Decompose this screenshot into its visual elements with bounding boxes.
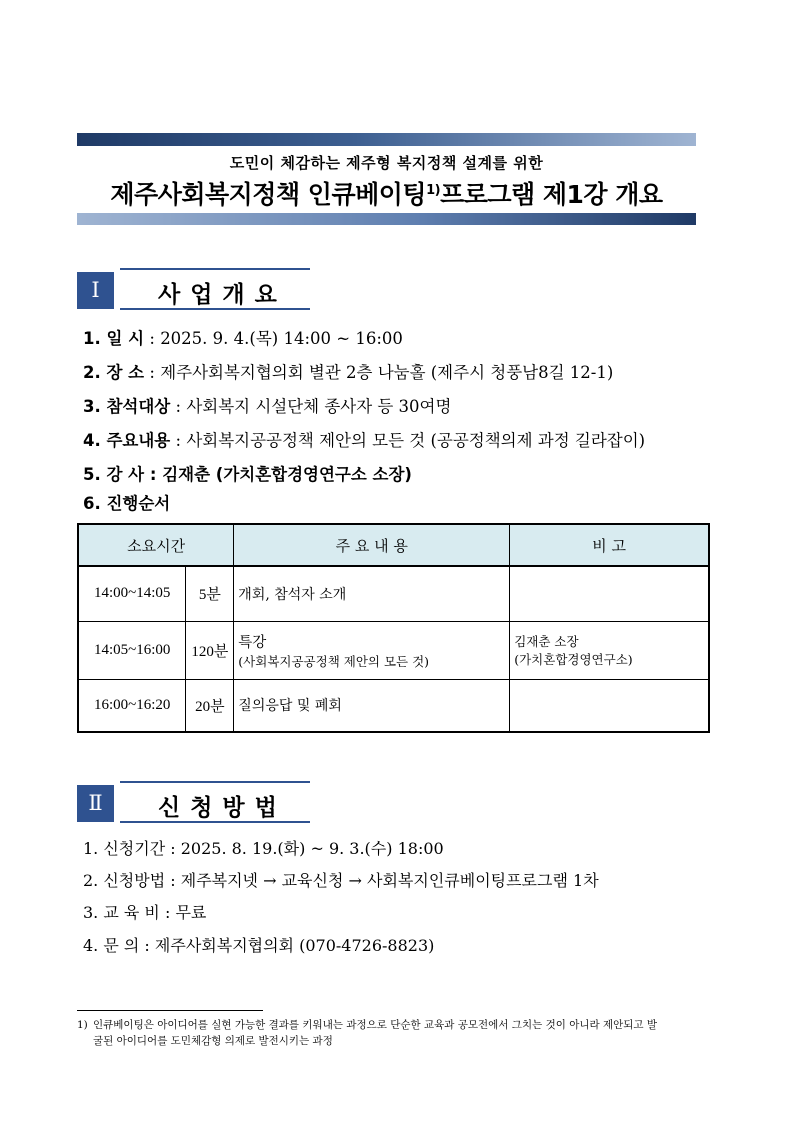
row-note (510, 566, 709, 621)
row-note (510, 621, 709, 679)
footnote-line-2: 굴된 아이디어를 도민체감형 의제로 발전시키는 과정 (93, 1035, 333, 1047)
header-bar-top (77, 133, 696, 146)
header-note: 비 고 (510, 524, 709, 566)
title-main: 제주사회복지정책 인큐베이팅 (110, 180, 427, 209)
row-content (234, 621, 510, 679)
row-duration: 5분 (186, 566, 234, 621)
row-content-main: 특강 (238, 634, 267, 651)
row-duration: 20분 (186, 679, 234, 732)
section-2-title: 신청방법 (158, 795, 287, 821)
row-note-main: 김재춘 소장 (514, 634, 579, 649)
row-time: 16:00~16:20 (78, 679, 186, 732)
apply-item-method: 2. 신청방법 : 제주복지넷 → 교육신청 → 사회복지인큐베이팅프로그램 1차 (83, 871, 599, 890)
row-note-sub: (가치혼합경영연구소) (514, 652, 633, 667)
section-1-title: 사업개요 (158, 282, 287, 308)
apply-item-fee: 3. 교 육 비 : 무료 (83, 903, 207, 922)
overview-item-audience: 3. 참석대상 : 사회복지 시설단체 종사자 등 30여명 (83, 397, 452, 416)
row-time: 14:05~16:00 (78, 621, 186, 679)
footnote-divider (77, 1010, 263, 1011)
schedule-table (77, 523, 710, 733)
footnote (77, 1017, 717, 1049)
section-1-number: Ⅰ (77, 272, 114, 309)
footnote-mark: 1) (77, 1019, 88, 1031)
header-duration: 소요시간 (78, 524, 234, 566)
table-row (78, 621, 709, 679)
section-2-rule-bottom (120, 821, 310, 823)
overview-item-order: 6. 진행순서 (83, 494, 171, 513)
footnote-ref[interactable]: 1) (426, 183, 441, 198)
section-1-rule-bottom (120, 308, 310, 310)
header-bar-bottom (77, 213, 696, 225)
apply-item-period: 1. 신청기간 : 2025. 8. 19.(화) ~ 9. 3.(수) 18:00 (83, 839, 444, 858)
table-header-row (78, 524, 709, 566)
document-subtitle: 도민이 체감하는 제주형 복지정책 설계를 위한 (229, 154, 544, 172)
footnote-line-1: 인큐베이팅은 아이디어를 실현 가능한 결과를 키워내는 과정으로 단순한 교육과 공모전에서 그치는 것이 아니라 제안되고 발 (93, 1019, 658, 1031)
section-2-rule-top (120, 781, 310, 783)
section-1-rule-top (120, 268, 310, 270)
header-content: 주 요 내 용 (234, 524, 510, 566)
table-row (78, 679, 709, 732)
document-title (77, 175, 696, 211)
overview-item-lecturer: 5. 강 사 : 김재춘 (가치혼합경영연구소 소장) (83, 465, 412, 484)
apply-item-contact: 4. 문 의 : 제주사회복지협의회 (070-4726-8823) (83, 936, 435, 955)
row-content: 개회, 참석자 소개 (234, 566, 510, 621)
table-row (78, 566, 709, 621)
title-tail: 프로그램 제1강 개요 (440, 180, 663, 209)
row-note (510, 679, 709, 732)
row-duration: 120분 (186, 621, 234, 679)
section-2-number: Ⅱ (77, 785, 114, 822)
overview-item-date: 1. 일 시 : 2025. 9. 4.(목) 14:00 ~ 16:00 (83, 329, 403, 348)
row-content-sub: (사회복지공공정책 제안의 모든 것) (238, 653, 430, 669)
row-content: 질의응답 및 폐회 (234, 679, 510, 732)
row-time: 14:00~14:05 (78, 566, 186, 621)
overview-item-content: 4. 주요내용 : 사회복지공공정책 제안의 모든 것 (공공정책의제 과정 길라잡이) (83, 431, 646, 450)
overview-item-place: 2. 장 소 : 제주사회복지협의회 별관 2층 나눔홀 (제주시 청풍남8길 12-1) (83, 363, 614, 382)
